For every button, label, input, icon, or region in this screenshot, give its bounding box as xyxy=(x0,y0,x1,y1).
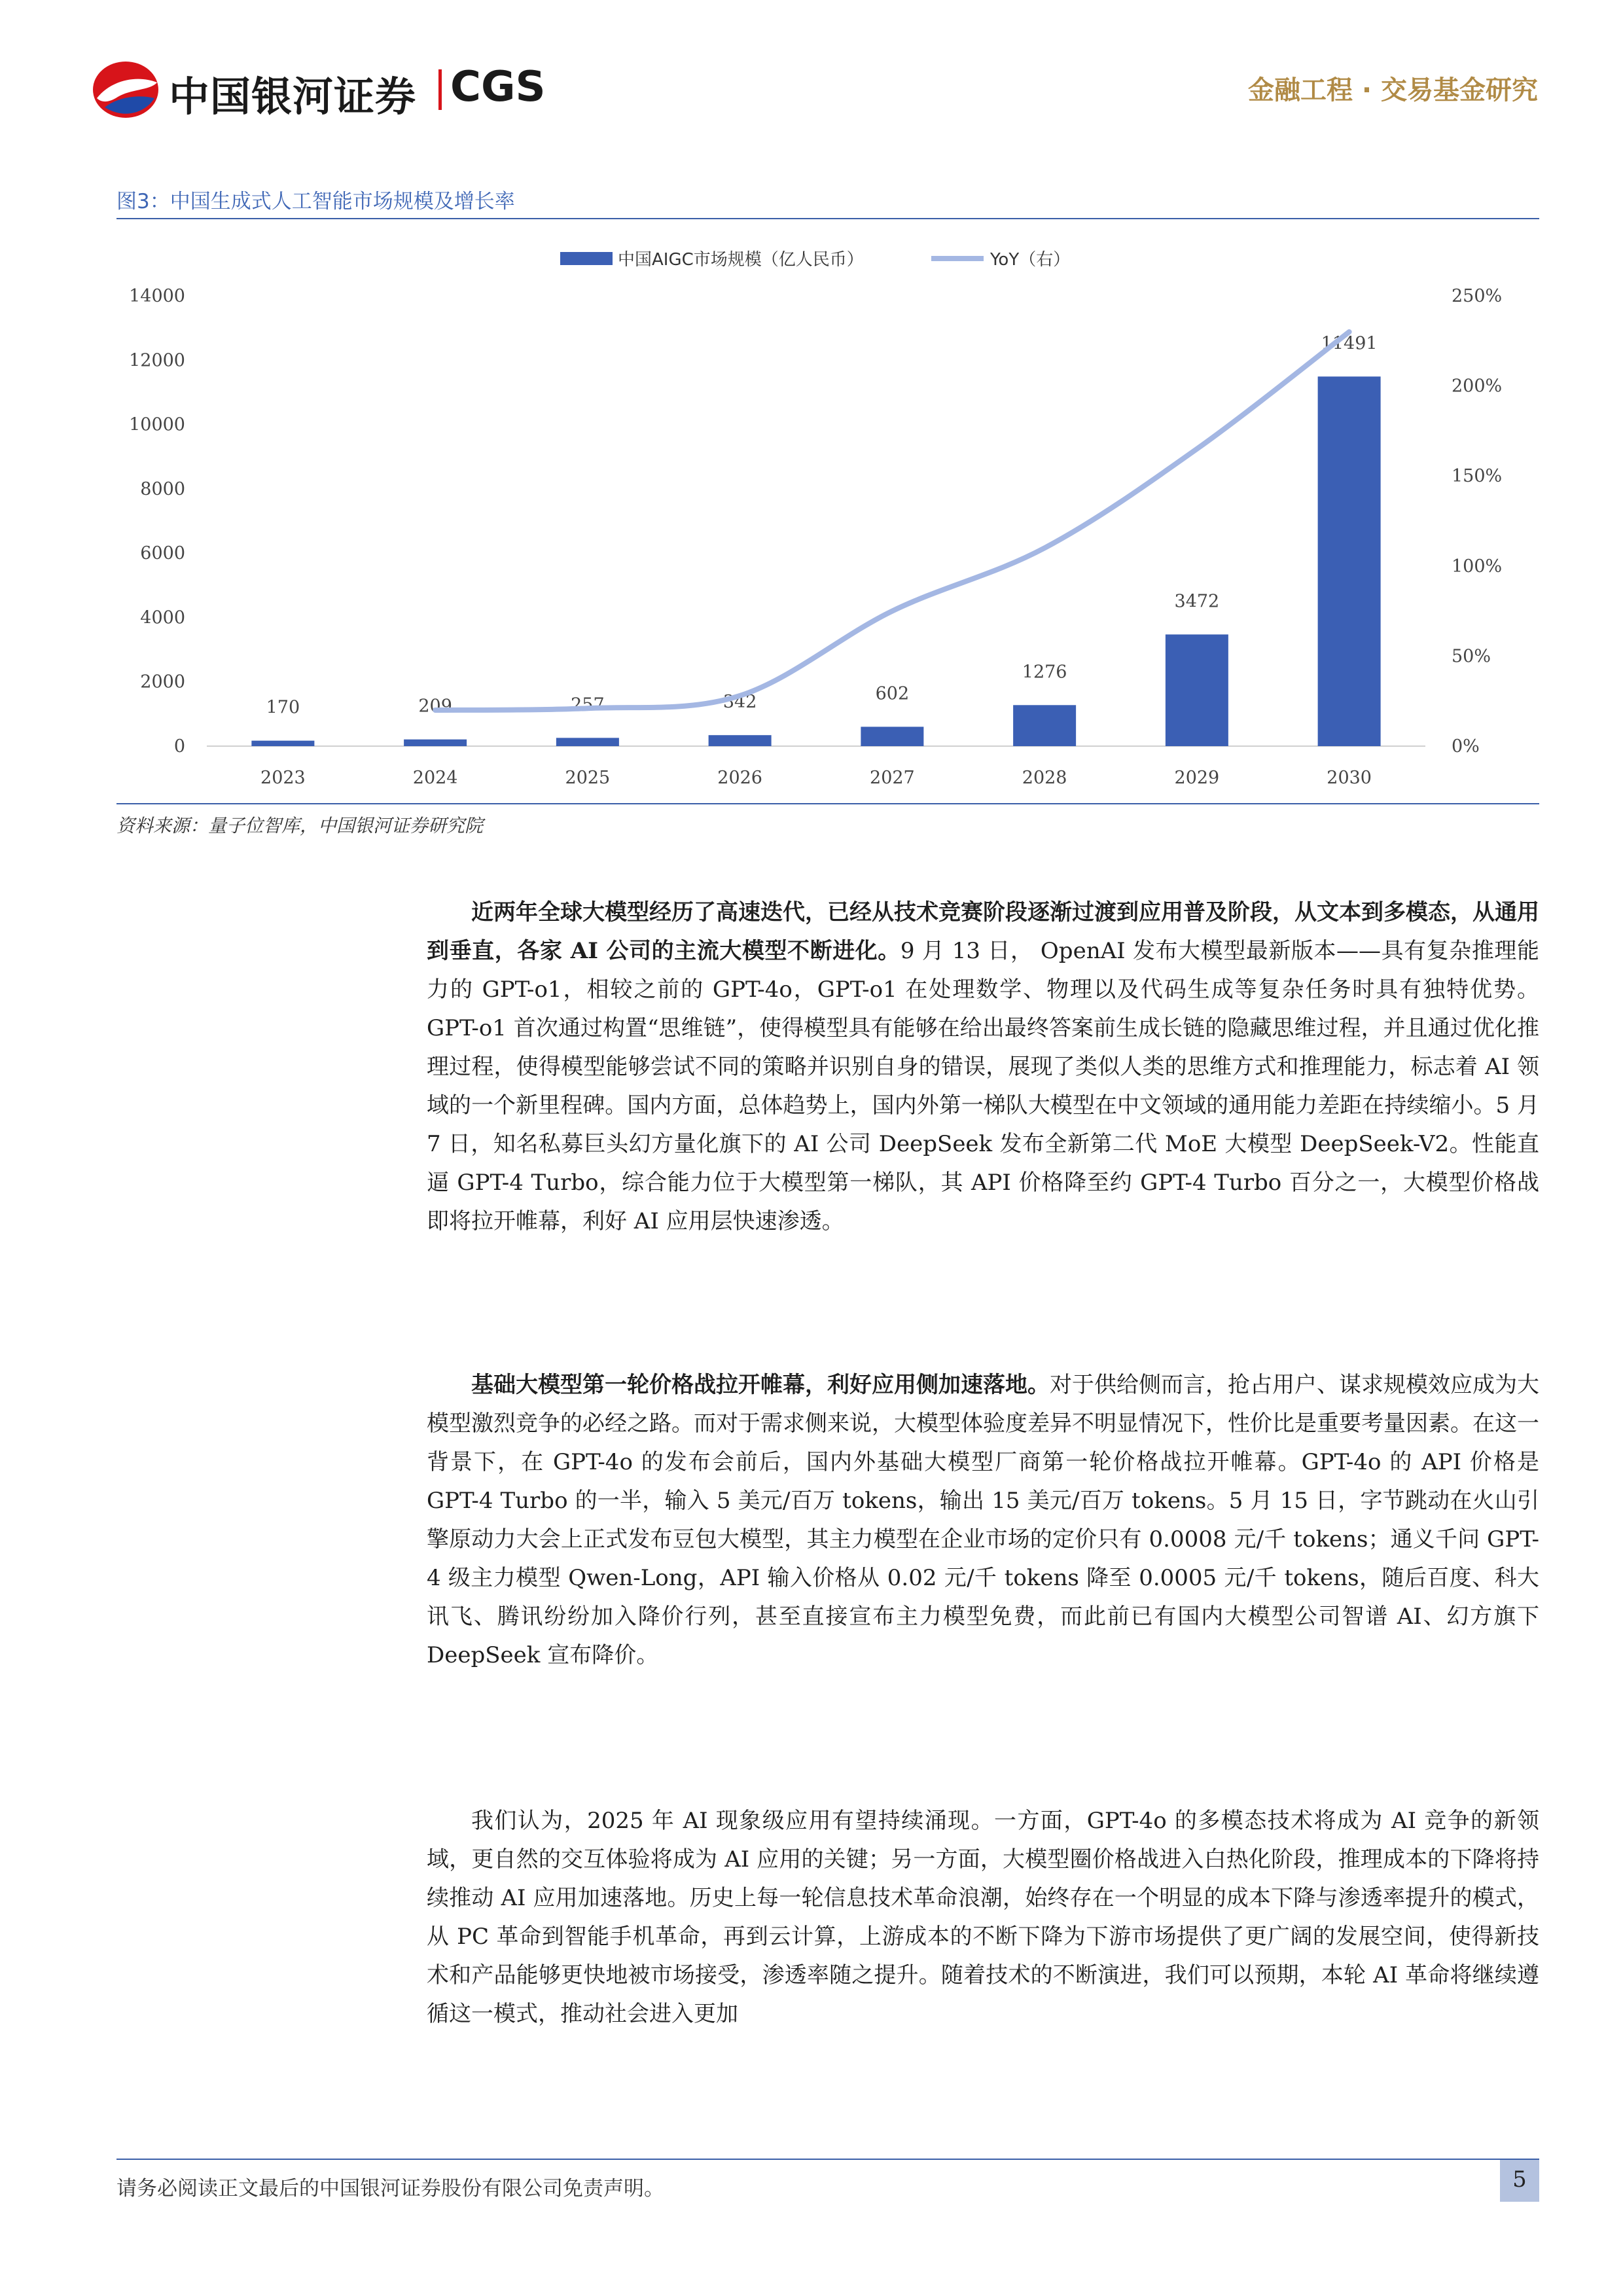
left-tick-label: 0 xyxy=(173,736,185,757)
brand-name-cn: 中国银河证券 xyxy=(169,73,417,120)
brand-emblem-icon xyxy=(92,60,160,119)
x-tick-label: 2028 xyxy=(1022,768,1067,788)
paragraph-2-lead: 基础大模型第一轮价格战拉开帷幕，利好应用侧加速落地。 xyxy=(471,1372,1050,1398)
bar xyxy=(1318,376,1381,746)
right-tick-label: 200% xyxy=(1452,376,1503,397)
paragraph-1-body: 9 月 13 日， OpenAI 发布大模型最新版本——具有复杂推理能力的 GPT-o1，相较之前的 GPT-4o，GPT-o1 在处理数学、物理以及代码生成等复杂任务时具有独特优势。GPT-o1 首次通过构置“思维链”，使得模型具有能够在给出最终答案前生成长链的隐藏思维过程，并且通过优化推理过程，使得模型能够尝试不同的策略并识别自身的错误，展现了类似人类的思维方式和推理能力，标志着 AI 领域的一个新里程碑。国内方面，总体趋势上，国内外第一梯队大模型在中文领域的通用能力差距在持续缩小。5 月 7 日，知名私募巨头幻方量化旗下的 AI 公司 DeepSeek 发布全新第二代 MoE 大模型 DeepSeek-V2。性能直逼 GPT-4 Turbo，综合能力位于大模型第一梯队，其 API 价格降至约 GPT-4 Turbo 百分之一，大模型价格战即将拉开帷幕，利好 AI 应用层快速渗透。 xyxy=(427,938,1539,1234)
bar xyxy=(556,738,619,746)
legend-bar-label: 中国AIGC市场规模（亿人民币） xyxy=(618,250,864,270)
x-tick-label: 2026 xyxy=(717,768,762,788)
brand-logo xyxy=(92,60,546,120)
footer-rule xyxy=(116,2159,1539,2160)
x-tick-label: 2027 xyxy=(870,768,915,788)
right-tick-label: 150% xyxy=(1452,466,1503,487)
left-tick-label: 8000 xyxy=(140,478,185,499)
left-axis-ticks xyxy=(129,286,185,757)
figure-source: 资料来源：量子位智库，中国银河证券研究院 xyxy=(116,815,484,836)
left-tick-label: 14000 xyxy=(129,286,185,306)
bar-data-label: 342 xyxy=(722,692,757,713)
bar-data-label: 11491 xyxy=(1321,333,1378,354)
bar-data-label: 257 xyxy=(571,694,605,715)
paragraph-3 xyxy=(427,1802,1539,2034)
x-axis-labels xyxy=(260,768,1372,788)
page-number-box xyxy=(1500,2160,1539,2202)
bar xyxy=(1166,634,1228,746)
right-axis-ticks xyxy=(1452,286,1502,757)
paragraph-2-body: 对于供给侧而言，抢占用户、谋求规模效应成为大模型激烈竞争的必经之路。而对于需求侧来说，大模型体验度差异不明显情况下，性价比是重要考量因素。在这一背景下，在 GPT-4o 的发布会前后，国内外基础大模型厂商第一轮价格战拉开帷幕。GPT-4o 的 API 价格是 GPT-4 Turbo 的一半，输入 5 美元/百万 tokens，输出 15 美元/百万 tokens。5 月 15 日，字节跳动在火山引擎原动力大会上正式发布豆包大模型，其主力模型在企业市场的定价只有 0.0008 元/千 tokens；通义千问 GPT-4 级主力模型 Qwen-Long，API 输入价格从 0.02 元/千 tokens 降至 0.0005 元/千 tokens，随后百度、科大讯飞、腾讯纷纷加入降价行列，甚至直接宣布主力模型免费，而此前已有国内大模型公司智谱 AI、幻方旗下 DeepSeek 宣布降价。 xyxy=(427,1372,1539,1668)
figure-caption: 图3：中国生成式人工智能市场规模及增长率 xyxy=(116,190,515,213)
x-tick-label: 2029 xyxy=(1174,768,1220,788)
paragraph-3-body: 我们认为，2025 年 AI 现象级应用有望持续涌现。一方面，GPT-4o 的多模态技术将成为 AI 竞争的新领域，更自然的交互体验将成为 AI 应用的关键；另一方面，大模型圈价格战进入白热化阶段，推理成本的下降将持续推动 AI 应用加速落地。历史上每一轮信息技术革命浪潮，始终存在一个明显的成本下降与渗透率提升的模式，从 PC 革命到智能手机革命，再到云计算，上游成本的不断下降为下游市场提供了更广阔的发展空间，使得新技术和产品能够更快地被市场接受，渗透率随之提升。随着技术的不断演进，我们可以预期，本轮 AI 革命将继续遵循这一模式，推动社会进入更加 xyxy=(427,1808,1539,2027)
footer-disclaimer: 请务必阅读正文最后的中国银河证券股份有限公司免责声明。 xyxy=(116,2177,664,2200)
report-section-title: 金融工程 · 交易基金研究 xyxy=(1247,75,1538,105)
right-tick-label: 0% xyxy=(1452,736,1480,757)
bar xyxy=(251,741,314,746)
legend-line-label: YoY（右） xyxy=(990,250,1071,270)
bar-series xyxy=(251,376,1380,746)
right-tick-label: 250% xyxy=(1452,286,1503,306)
bar-data-label: 3472 xyxy=(1174,591,1220,612)
left-tick-label: 12000 xyxy=(129,350,185,371)
figure-bottom-rule xyxy=(116,803,1539,804)
brand-name-en: CGS xyxy=(450,63,546,111)
bar xyxy=(861,726,923,746)
paragraph-1-lead: 近两年全球大模型经历了高速迭代，已经从技术竞赛阶段逐渐过渡到应用普及阶段，从文本到多模态，从通用到垂直，各家 AI 公司的主流大模型不断进化。 xyxy=(427,899,1539,964)
bar xyxy=(1013,705,1076,746)
legend-bar-swatch xyxy=(560,252,613,265)
market-size-chart xyxy=(116,223,1539,798)
left-tick-label: 6000 xyxy=(140,543,185,564)
bar-data-label: 1276 xyxy=(1022,662,1067,683)
brand-separator xyxy=(438,69,442,110)
bar-data-label: 209 xyxy=(418,696,452,717)
left-tick-label: 2000 xyxy=(140,672,185,692)
paragraph-1 xyxy=(427,893,1539,1241)
left-tick-label: 10000 xyxy=(129,414,185,435)
bar-data-label: 170 xyxy=(266,697,300,718)
chart-legend xyxy=(560,250,1070,270)
page-number: 5 xyxy=(1512,2166,1527,2193)
bar xyxy=(404,740,467,746)
x-tick-label: 2024 xyxy=(412,768,458,788)
x-tick-label: 2023 xyxy=(260,768,306,788)
x-tick-label: 2030 xyxy=(1327,768,1372,788)
right-tick-label: 100% xyxy=(1452,556,1503,577)
right-tick-label: 50% xyxy=(1452,646,1491,667)
bar xyxy=(709,735,772,746)
left-tick-label: 4000 xyxy=(140,607,185,628)
figure-top-rule xyxy=(116,218,1539,219)
bar-data-label: 602 xyxy=(875,683,910,704)
paragraph-2 xyxy=(427,1366,1539,1675)
x-tick-label: 2025 xyxy=(565,768,611,788)
